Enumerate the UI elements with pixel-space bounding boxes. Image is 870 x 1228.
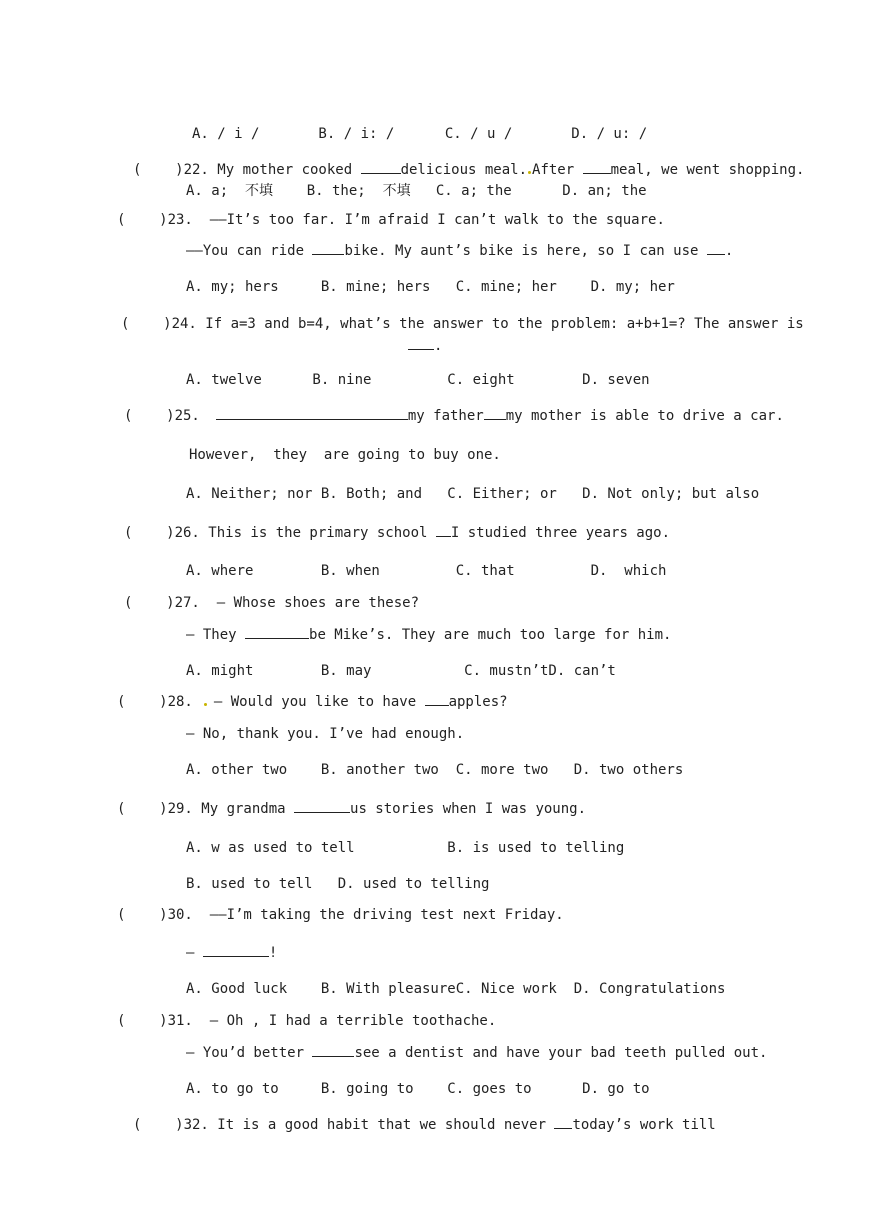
q24-blank xyxy=(408,337,434,350)
q26-text-a: This is the primary school xyxy=(199,525,436,541)
q25-continuation: However, they are going to buy one. xyxy=(189,447,501,463)
q32-text-b: today’s work till xyxy=(572,1117,716,1133)
q23-stem xyxy=(117,211,665,229)
q23-options: A. my; hers B. mine; hers C. mine; her D. my; her xyxy=(186,279,675,295)
q25-text-a: my father xyxy=(407,408,484,424)
q28-paren: ( )28. xyxy=(117,694,193,710)
q22-blank-2 xyxy=(583,161,611,174)
q30-options: A. Good luck B. With pleasureC. Nice work D. Congratulations xyxy=(186,981,726,997)
q24-options: A. twelve B. nine C. eight D. seven xyxy=(186,372,650,388)
q28-text-b: apples? xyxy=(448,694,508,710)
q26-paren: ( )26. xyxy=(124,525,200,541)
q27-stem xyxy=(124,594,419,612)
q28-reply: — No, thank you. I’ve had enough. xyxy=(186,726,465,742)
q30-stem xyxy=(117,906,564,924)
q29-text-a: My grandma xyxy=(192,801,295,817)
q30-paren: ( )30. xyxy=(117,907,193,923)
q32-paren: ( )32. xyxy=(133,1117,209,1133)
q24-answer-line xyxy=(408,337,442,355)
q29-text-b: us stories when I was young. xyxy=(350,801,587,817)
q30-reply-a: — xyxy=(186,945,203,961)
q32-text-a: It is a good habit that we should never xyxy=(208,1117,555,1133)
q24-text: If a=3 and b=4, what’s the answer to the problem: a+b+1=? The answer is xyxy=(196,316,804,332)
q23-blank-1 xyxy=(312,242,344,255)
q23-reply xyxy=(186,242,733,260)
q30-text: ——I’m taking the driving test next Friday. xyxy=(192,907,564,923)
q23-reply-c: . xyxy=(724,243,734,259)
q29-paren: ( )29. xyxy=(117,801,193,817)
q26-blank xyxy=(436,524,451,537)
q31-blank xyxy=(312,1044,354,1057)
q30-blank xyxy=(203,944,269,957)
q31-paren: ( )31. xyxy=(117,1013,193,1029)
q22-text-d: meal, we went shopping. xyxy=(610,162,805,178)
q27-reply xyxy=(186,626,671,644)
q31-reply-b: see a dentist and have your bad teeth pulled out. xyxy=(354,1045,768,1061)
q31-options: A. to go to B. going to C. goes to D. go to xyxy=(186,1081,650,1097)
q22-stem xyxy=(133,161,804,179)
q29-blank xyxy=(294,800,350,813)
q29-options-1: A. w as used to tell B. is used to telling xyxy=(186,840,625,856)
q28-blank xyxy=(425,693,449,706)
mark-dot xyxy=(204,703,207,706)
q31-reply xyxy=(186,1044,767,1062)
q25-blank-2 xyxy=(484,407,506,420)
q23-paren: ( )23. xyxy=(117,212,193,228)
q26-stem xyxy=(124,524,670,542)
q26-text-b: I studied three years ago. xyxy=(450,525,671,541)
q22-text-c: After xyxy=(532,162,583,178)
q28-options: A. other two B. another two C. more two D. two others xyxy=(186,762,684,778)
q27-blank xyxy=(245,626,309,639)
q24-end: . xyxy=(434,338,443,354)
q27-reply-b: be Mike’s. They are much too large for him. xyxy=(309,627,672,643)
q22-text-b: delicious meal. xyxy=(400,162,528,178)
q23-reply-a: ——You can ride xyxy=(186,243,313,259)
q25-paren: ( )25. xyxy=(124,408,200,424)
q28-text-a: — Would you like to have xyxy=(213,694,425,710)
q24-paren: ( )24. xyxy=(121,316,197,332)
q32-stem xyxy=(133,1116,716,1134)
q29-options-2: B. used to tell D. used to telling xyxy=(186,876,490,892)
q27-paren: ( )27. xyxy=(124,595,200,611)
q25-options: A. Neither; nor B. Both; and C. Either; or D. Not only; but also xyxy=(186,486,760,502)
q30-reply xyxy=(186,944,277,962)
q22-options: A. a; 不填 B. the; 不填 C. a; the D. an; the xyxy=(186,183,647,199)
q21-options: A. / i / B. / i: / C. / u / D. / u: / xyxy=(192,126,648,142)
q28-stem xyxy=(117,693,508,711)
q31-stem xyxy=(117,1012,496,1030)
q26-options: A. where B. when C. that D. which xyxy=(186,563,667,579)
q25-text-b: my mother is able to drive a car. xyxy=(505,408,784,424)
q25-stem xyxy=(124,407,784,425)
q32-blank xyxy=(554,1116,572,1129)
mark-dot xyxy=(528,171,531,174)
q24-stem xyxy=(121,315,804,333)
q29-stem xyxy=(117,800,586,818)
q23-reply-b: bike. My aunt’s bike is here, so I can use xyxy=(344,243,707,259)
q22-blank-1 xyxy=(361,161,401,174)
q30-reply-b: ! xyxy=(268,945,278,961)
q27-text: — Whose shoes are these? xyxy=(199,595,420,611)
q27-reply-a: — They xyxy=(186,627,246,643)
q31-reply-a: — You’d better xyxy=(186,1045,313,1061)
q23-text: ——It’s too far. I’m afraid I can’t walk to the square. xyxy=(192,212,665,228)
q22-text-a: My mother cooked xyxy=(208,162,361,178)
q25-blank-1 xyxy=(216,407,408,420)
q27-options: A. might B. may C. mustn’tD. can’t xyxy=(186,663,616,679)
q22-paren: ( )22. xyxy=(133,162,209,178)
q31-text: — Oh , I had a terrible toothache. xyxy=(192,1013,497,1029)
q23-blank-2 xyxy=(707,242,725,255)
